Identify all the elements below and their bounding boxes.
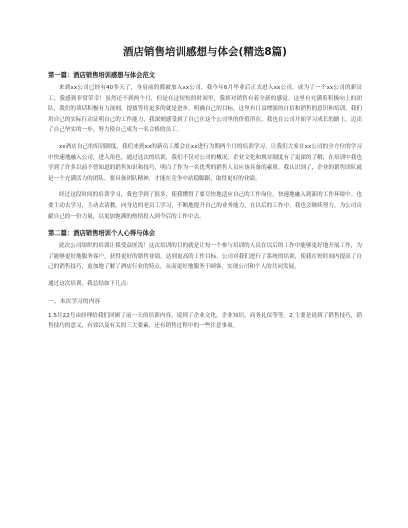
section2-paragraph-3: 1.5月22号由经理给我们回顾了前一天的培训内容，说到了企业文化，企业知识，商务礼仪等等。2.主要是说到了销售技巧，销售技巧的意义，有效以及有关的三大要素，还有销售过程中的一些注意事项。: [48, 312, 362, 330]
section1-heading: 第一篇：酒店销售培训感想与体会范文: [48, 72, 156, 79]
document-title: 酒店销售培训感想与体会(精选8篇): [123, 46, 287, 58]
section1-paragraph-3: 经过这段时间的培训学习，我也学到了很多，使我懂得了要尽快地适应自己的工作岗位，快速地融入到新的工作环境中。也要主动去学习，主动去请教，向身边的老员工学习，不断地提升自己的业务能力，在以后的工作中，我也会继续努力，为公司贡献自己的一份力量，以更加饱满的热情投入到今后的工作中去。: [48, 192, 362, 220]
section2-paragraph-1: 此次公司组织的培训让我受益匪浅！这次培训的目的就是让每一个参与培训的人员在以后的工作中能够更好地开展工作，为了能够更好地服务客户，获得更好的销售业绩，达到更高的工作目标，公司对我们进行了系统的培训，使我在短时间内提高了自己的销售技巧，更加地了解了酒店行业的特点，从而更好地服务于顾客，实现公司和个人的共同发展。: [48, 243, 362, 271]
section1-paragraph-1: 来到xx公司已经有40多天了，身肩前的都被加入xx公司，我今年6月毕业后正式进入xx公司，成为了一个xx公司的新员工，我感到非常荣幸！虽然还不到两个月，但是在这短短的时间里，我却对销售有着全新的感觉。这里有充满着积极向上的团队，我们的谈话积极有力深刻，提拔等待更多的就是进步。明确自己的目标，这里有日益增强的自信和销售的意识和培训，我们用自己的实际行动证明自己的工作能力，我深刻感受到了自己在这个公司里的价值所在，我也在公司开始学习成长的路上，迈出了自己坚实的一步，努力使自己成为一名合格的员工。: [48, 85, 362, 134]
section1-paragraph-2: xx酒店自己的培训制度，我们来到xx的新员工都会在xx进行为期两个月的培训学习，让我们大家在xx公司的全方位的学习中快速地融入公司，进入角色。通过这次的培训，我们不仅对公司的概况、企业文化和规章制度有了更深的了解，在培训中我也学到了许多以前不曾知道的销售知识和技巧，明白了作为一名优秀的销售人员应该具备的素质。我认识到了，企业的销售团队就是一个充满活力的团队，要具备团队精神，才能在竞争中站稳脚跟，取得更好的业绩。: [48, 143, 362, 182]
section2-subheading-1: 一、本次学习的内容: [48, 298, 101, 305]
section2-heading: 第二篇：酒店销售培训个人心得与体会: [48, 230, 156, 238]
section2-paragraph-2: 通过这次培训，我总结如下几点：: [48, 280, 132, 287]
